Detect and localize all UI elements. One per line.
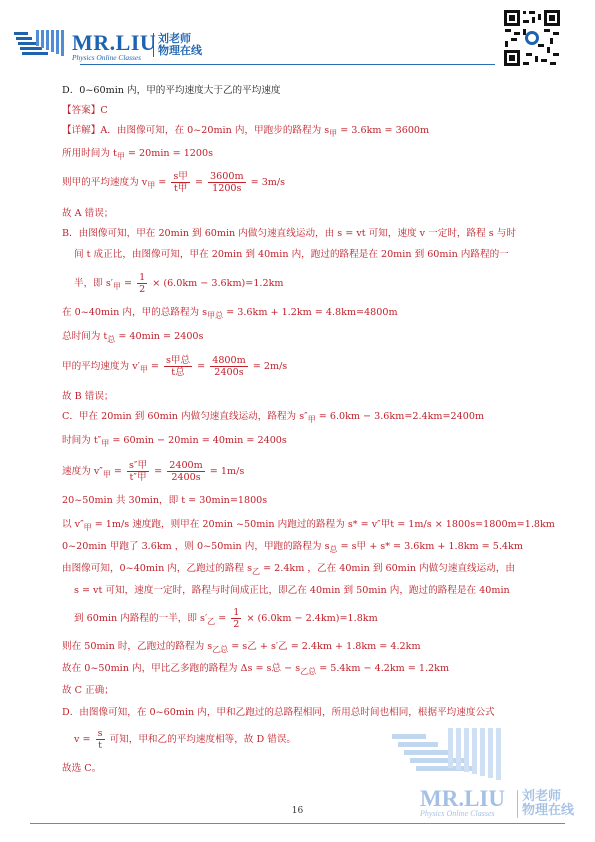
text: 时间为 t″ bbox=[62, 435, 102, 446]
fraction-den: t″甲 bbox=[129, 472, 147, 483]
footer-rule bbox=[30, 823, 565, 824]
fraction-num: 1 bbox=[139, 272, 146, 283]
explain-b-line5 bbox=[62, 330, 203, 347]
watermark-sub-text: Physics Online Classes bbox=[420, 809, 495, 818]
watermark-cn-line1: 刘老师 bbox=[522, 789, 562, 804]
text: = bbox=[151, 466, 166, 477]
explain-a-line2 bbox=[62, 147, 213, 164]
logo-cn-line2: 物理在线 bbox=[158, 44, 202, 57]
explain-c-line5 bbox=[62, 518, 555, 535]
subscript: 总 bbox=[107, 334, 116, 344]
fraction-num: 4800m bbox=[212, 355, 246, 366]
subscript: 甲 bbox=[116, 151, 125, 161]
text: = 2m/s bbox=[249, 361, 288, 372]
fraction bbox=[167, 460, 205, 483]
watermark-main-text: MR.LIU bbox=[420, 786, 505, 811]
fraction-num: 1 bbox=[233, 607, 240, 618]
fraction-num: s甲总 bbox=[165, 355, 191, 366]
text: = bbox=[147, 361, 162, 372]
fraction bbox=[96, 728, 105, 751]
text: 总时间为 t bbox=[62, 331, 108, 342]
text: 则甲的平均速度为 v bbox=[62, 177, 148, 188]
text: = 3.6km + 1.2km = 4.8km=4800m bbox=[223, 307, 398, 318]
fraction-den: 2 bbox=[139, 284, 146, 295]
fraction-den: 2400s bbox=[171, 472, 201, 483]
text: 甲的平均速度为 v′ bbox=[62, 361, 140, 372]
subscript: 乙 bbox=[252, 566, 261, 576]
page-header bbox=[0, 0, 595, 72]
explain-c-line1 bbox=[62, 410, 484, 427]
text: = 1m/s 速度跑，则甲在 20min ~50min 内跑过的路程为 s* = v″甲t = 1m/s × 1800s=1800m=1.8km bbox=[91, 519, 555, 530]
explain-a-line1 bbox=[62, 124, 429, 141]
fraction-num: s bbox=[97, 728, 103, 739]
text: 所用时间为 t bbox=[62, 148, 117, 159]
text: 以 v″ bbox=[62, 519, 84, 530]
subscript: 总 bbox=[329, 544, 338, 554]
subscript: 甲 bbox=[139, 364, 148, 374]
subscript: 甲 bbox=[112, 281, 121, 291]
page-number: 16 bbox=[291, 806, 304, 816]
explain-c-line7 bbox=[62, 562, 515, 579]
conclusion-a: 故 A 错误； bbox=[62, 208, 114, 219]
text: = 1m/s bbox=[206, 466, 245, 477]
text: = s甲 + s* = 3.6km + 1.8km = 5.4km bbox=[337, 541, 523, 552]
text: = bbox=[110, 466, 125, 477]
fraction-num: 2400m bbox=[169, 460, 203, 471]
text: = bbox=[215, 613, 230, 624]
text: = 6.0km − 3.6km=2.4km=2400m bbox=[315, 411, 485, 422]
text: C．甲在 20min 到 60min 内做匀速直线运动，路程为 s″ bbox=[62, 411, 308, 422]
text: 由图像可知，0~40min 内，乙跑过的路程 s bbox=[62, 563, 253, 574]
subscript: 甲 bbox=[147, 180, 156, 190]
explain-d-line1: D．由图像可知，在 0~60min 内，甲和乙跑过的总路程相同，所用总时间也相同，根据平均速度公式 bbox=[62, 707, 495, 718]
explain-c-line8: s = vt 可知，速度一定时，路程与时间成正比，即乙在 40min 到 50min 内，跑过的路程是在 40min bbox=[74, 585, 510, 596]
explain-c-line9 bbox=[74, 607, 378, 630]
logo-bars-icon bbox=[14, 30, 70, 60]
subscript: 甲 bbox=[101, 438, 110, 448]
logo-chinese-text bbox=[153, 33, 202, 57]
logo-cn-line1: 刘老师 bbox=[158, 32, 191, 45]
subscript: 甲 bbox=[329, 128, 338, 138]
subscript: 甲 bbox=[102, 469, 111, 479]
explain-c-line6 bbox=[62, 540, 523, 557]
fraction-den: 2400s bbox=[214, 367, 244, 378]
subscript: 乙 bbox=[207, 616, 216, 626]
explain-b-line2: 间 t 成正比，由图像可知，甲在 20min 到 40min 内，跑过的路程是在 20min 到 60min 内路程的一 bbox=[74, 249, 509, 260]
subscript: 乙总 bbox=[212, 644, 229, 654]
text: = 3.6km = 3600m bbox=[337, 125, 430, 136]
fraction bbox=[137, 272, 147, 295]
logo-sub-text: Physics Online Classes bbox=[72, 53, 141, 62]
fraction-den: t甲 bbox=[173, 183, 188, 194]
subscript: 乙总 bbox=[300, 666, 317, 676]
qr-code-icon bbox=[502, 8, 562, 68]
watermark-cn-line2: 物理在线 bbox=[522, 803, 575, 818]
conclusion-c: 故 C 正确； bbox=[62, 685, 114, 696]
answer-line: 【答案】C bbox=[62, 105, 108, 116]
text: = s乙 + s′乙 = 2.4km + 1.8km = 4.2km bbox=[228, 641, 421, 652]
text: 到 60min 内路程的一半，即 s′ bbox=[74, 613, 208, 624]
logo-main-text: MR.LIU bbox=[72, 30, 157, 55]
subscript: 甲 bbox=[307, 414, 316, 424]
explain-b-line4 bbox=[62, 306, 398, 323]
fraction-num: 3600m bbox=[210, 171, 244, 182]
option-d-line: D．0~60min 内，甲的平均速度大于乙的平均速度 bbox=[62, 85, 281, 96]
fraction bbox=[164, 355, 192, 378]
explain-b-line1: B．由图像可知，甲在 20min 到 60min 内做匀速直线运动，由 s = vt 可知，速度 v 一定时，路程 s 与时 bbox=[62, 228, 516, 239]
text: 故在 0~50min 内，甲比乙多跑的路程为 Δs = s总 − s bbox=[62, 663, 301, 674]
text: × (6.0km − 3.6km)=1.2km bbox=[149, 278, 284, 289]
text: v = bbox=[74, 734, 94, 745]
explain-c-line3 bbox=[62, 460, 244, 483]
fraction-den: t bbox=[98, 740, 102, 751]
subscript: 甲总 bbox=[207, 310, 224, 320]
text: 可知，甲和乙的平均速度相等，故 D 错误。 bbox=[106, 734, 297, 745]
logo-text bbox=[72, 30, 156, 62]
fraction bbox=[127, 460, 149, 483]
explain-a-line3 bbox=[62, 171, 285, 194]
fraction-num: s甲 bbox=[173, 171, 188, 182]
text: = 60min − 20min = 40min = 2400s bbox=[109, 435, 287, 446]
fraction-den: 2 bbox=[233, 619, 240, 630]
fraction-num: s″甲 bbox=[128, 460, 148, 471]
explain-c-line2 bbox=[62, 434, 287, 451]
text: = 5.4km − 4.2km = 1.2km bbox=[316, 663, 450, 674]
fraction-den: 1200s bbox=[212, 183, 242, 194]
subscript: 甲 bbox=[83, 522, 92, 532]
final-answer-line: 故选 C。 bbox=[62, 763, 102, 774]
text: = 20min = 1200s bbox=[124, 148, 214, 159]
fraction-den: t总 bbox=[171, 367, 185, 378]
text: 0~20min 甲跑了 3.6km ，则 0~50min 内，甲跑的路程为 s bbox=[62, 541, 330, 552]
conclusion-b: 故 B 错误； bbox=[62, 391, 114, 402]
fraction bbox=[210, 355, 248, 378]
explain-c-line10 bbox=[62, 640, 421, 657]
text: = 3m/s bbox=[247, 177, 286, 188]
explain-b-line6 bbox=[62, 355, 287, 378]
text: 半，即 s′ bbox=[74, 278, 113, 289]
text: = 2.4km ，乙在 40min 到 60min 内做匀速直线运动，由 bbox=[260, 563, 516, 574]
text: = 40min = 2400s bbox=[115, 331, 204, 342]
text: 则在 50min 时，乙跑过的路程为 s bbox=[62, 641, 213, 652]
explain-c-line4: 20~50min 共 30min，即 t = 30min=1800s bbox=[62, 495, 268, 506]
fraction bbox=[171, 171, 190, 194]
text: 【详解】A．由图像可知，在 0~20min 内，甲跑步的路程为 s bbox=[62, 125, 330, 136]
fraction bbox=[231, 607, 241, 630]
header-rule bbox=[80, 64, 495, 65]
explain-b-line3 bbox=[74, 272, 284, 295]
explain-d-line2 bbox=[74, 728, 296, 751]
text: × (6.0km − 2.4km)=1.8km bbox=[243, 613, 378, 624]
text: 在 0~40min 内，甲的总路程为 s bbox=[62, 307, 208, 318]
text: = bbox=[194, 361, 209, 372]
fraction bbox=[208, 171, 246, 194]
explain-c-line11 bbox=[62, 662, 449, 679]
text: = bbox=[155, 177, 170, 188]
text: 速度为 v″ bbox=[62, 466, 103, 477]
text: = bbox=[191, 177, 207, 188]
text: = bbox=[120, 278, 136, 289]
